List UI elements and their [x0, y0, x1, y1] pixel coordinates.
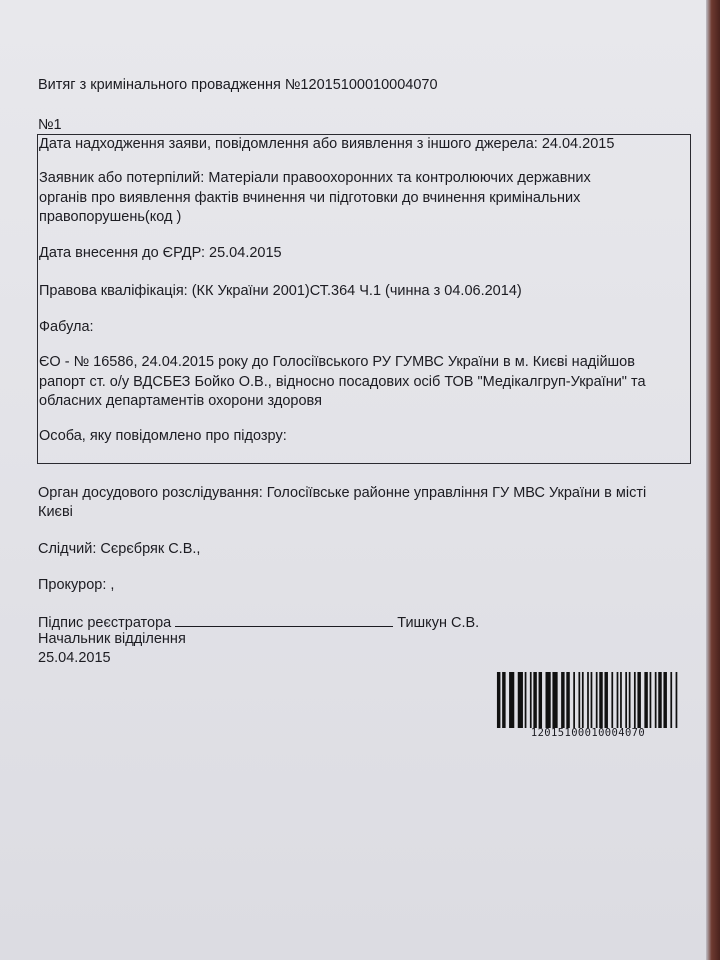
- barcode-bar: [566, 672, 569, 728]
- receipt-date-field: Дата надходження заяви, повідомлення або виявлення з іншого джерела: 24.04.2015: [39, 136, 615, 152]
- details-box: [37, 134, 691, 464]
- barcode-bar: [655, 672, 657, 728]
- signature-label: Підпис реєстратора: [38, 615, 172, 631]
- barcode-bar: [530, 672, 532, 728]
- investigator-field: Слідчий: Сєрєбряк С.В.,: [38, 541, 201, 557]
- barcode-bar: [509, 672, 514, 728]
- barcode-bar: [620, 672, 622, 728]
- barcode-bar: [502, 672, 505, 728]
- fabula-label: Фабула:: [39, 319, 94, 335]
- fabula-line3: обласних департаментів охорони здоровя: [39, 393, 322, 409]
- barcode-bar: [525, 672, 527, 728]
- document-title: Витяг з кримінального провадження №12015100010004070: [38, 77, 438, 93]
- barcode-bar: [546, 672, 551, 728]
- barcode-bar: [518, 672, 523, 728]
- barcode-bar: [650, 672, 652, 728]
- barcode-bar: [573, 672, 575, 728]
- barcode-bar: [658, 672, 661, 728]
- investigation-body-line1: Орган досудового розслідування: Голосіївське районне управління ГУ МВС України в місті: [38, 485, 647, 501]
- barcode-number: 12015100010004070: [530, 727, 646, 739]
- barcode-bar: [637, 672, 640, 728]
- barcode-bar: [644, 672, 647, 728]
- applicant-field-line1: Заявник або потерпілий: Матеріали правоохоронних та контролюючих державних: [39, 170, 591, 186]
- fabula-line1: ЄО - № 16586, 24.04.2015 року до Голосіївського РУ ГУМВС України в м. Києві надійшов: [39, 354, 635, 370]
- barcode-bar: [634, 672, 636, 728]
- registrar-position: Начальник відділення: [38, 631, 186, 647]
- barcode-bar: [552, 672, 557, 728]
- background-edge: [706, 0, 720, 960]
- barcode-bar: [670, 672, 672, 728]
- investigation-body-line2: Києві: [38, 504, 73, 520]
- barcode-bar: [663, 672, 666, 728]
- applicant-field-line3: правопорушень(код ): [39, 209, 182, 225]
- qualification-field: Правова кваліфікація: (КК України 2001)СТ.364 Ч.1 (чинна з 04.06.2014): [39, 283, 522, 299]
- barcode-bar: [591, 672, 593, 728]
- barcode-bar: [582, 672, 584, 728]
- barcode-bar: [625, 672, 627, 728]
- applicant-field-line2: органів про виявлення фактів вчинення чи підготовки до вчинення кримінальних: [39, 190, 581, 206]
- barcode-bar: [533, 672, 536, 728]
- barcode-bar: [629, 672, 631, 728]
- prosecutor-field: Прокурор: ,: [38, 577, 115, 593]
- barcode-bar: [587, 672, 589, 728]
- barcode-bar: [539, 672, 542, 728]
- barcode-bar: [596, 672, 598, 728]
- registrar-name: Тишкун С.В.: [397, 615, 480, 631]
- barcode-bar: [676, 672, 678, 728]
- barcode-bar: [617, 672, 619, 728]
- barcode-bar: [561, 672, 564, 728]
- barcode-image: [490, 672, 686, 728]
- registration-date: 25.04.2015: [38, 650, 111, 666]
- signature-underline: [175, 612, 393, 627]
- barcode-bar: [497, 672, 500, 728]
- suspect-field: Особа, яку повідомлено про підозру:: [39, 428, 287, 444]
- barcode-bar: [611, 672, 613, 728]
- fabula-line2: рапорт ст. о/у ВДСБЕЗ Бойко О.В., відносно посадових осіб ТОВ "Медікалгруп-України" та: [39, 374, 646, 390]
- item-number: №1: [38, 117, 62, 133]
- barcode-bar: [578, 672, 580, 728]
- barcode-bar: [604, 672, 607, 728]
- barcode-bar: [599, 672, 602, 728]
- erdr-date-field: Дата внесення до ЄРДР: 25.04.2015: [39, 245, 282, 261]
